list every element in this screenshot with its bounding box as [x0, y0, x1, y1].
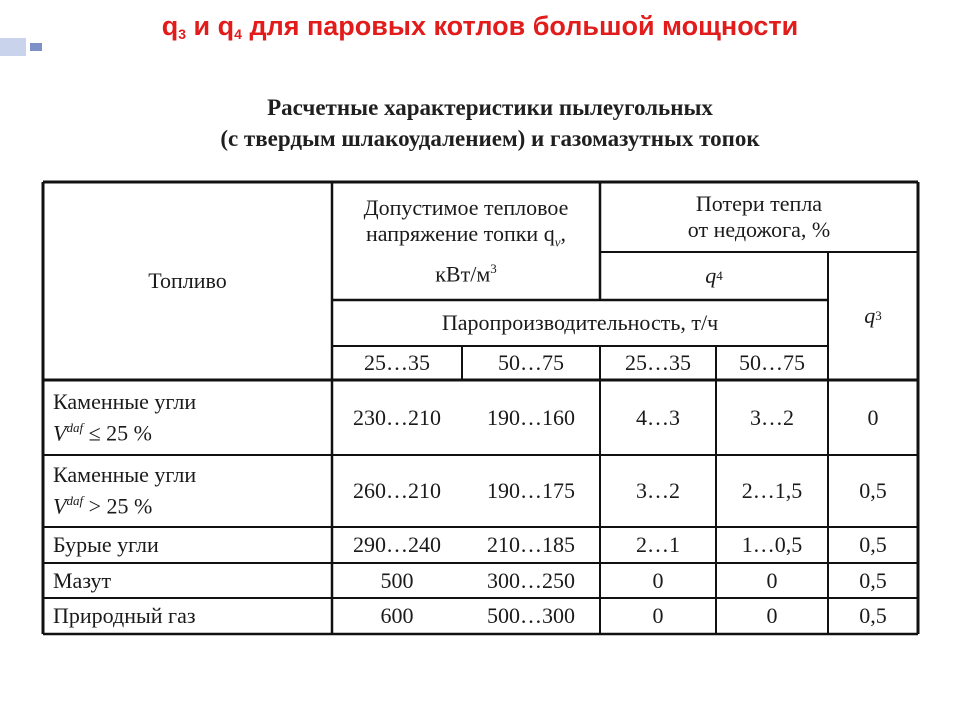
table-cell: 0,5 [859, 567, 887, 593]
table-cell: 290…240 [353, 532, 441, 557]
header-range: 25…35 [625, 350, 691, 375]
table-cell: 4…3 [636, 404, 680, 430]
table-cell: 0 [652, 603, 664, 628]
table-cell: 0 [766, 603, 778, 628]
table-row-fuel: Мазут [53, 567, 112, 593]
table-caption-line1: Расчетные характеристики пылеугольных [267, 95, 713, 120]
table-cell: 2…1,5 [741, 478, 803, 503]
header-steam-capacity: Паропроизводительность, т/ч [441, 310, 719, 335]
table-cell: 0,5 [859, 478, 887, 503]
table-cell: 0,5 [859, 532, 887, 557]
table-row-fuel: Бурые угли [53, 532, 159, 557]
table-row-fuel: Природный газ [53, 603, 196, 628]
table-cell: 3…2 [636, 478, 680, 503]
header-range: 25…35 [364, 350, 430, 375]
table-cell: 500 [380, 567, 414, 593]
table-cell: 300…250 [487, 567, 575, 593]
table-caption-line2: (с твердым шлакоудалением) и газомазутных топок [220, 126, 760, 151]
table-cell: 500…300 [487, 603, 575, 628]
header-losses: Потери тепла от недожога, % [687, 191, 831, 242]
table-cell: 2…1 [636, 532, 680, 557]
header-q3: q 3 [864, 303, 882, 328]
table-row-fuel: Каменные угли $V^{daf} \le 25$ % [53, 388, 197, 446]
table-cell: 0 [652, 567, 664, 593]
table-cell: 3…2 [750, 404, 794, 430]
table-cell: 0 [766, 567, 778, 593]
table-cell: 600 [380, 603, 414, 628]
header-range: 50…75 [498, 350, 564, 375]
table-cell: 190…160 [487, 404, 575, 430]
slide-title: $q_3$ и $q_4$ для паровых котлов большой мощности [161, 11, 799, 42]
header-q4: q 4 [705, 263, 723, 288]
table-cell: 210…185 [487, 532, 575, 557]
table-cell: 230…210 [353, 404, 441, 430]
table-cell: 0 [867, 404, 879, 430]
table-row-fuel: Каменные угли $V^{daf} > 25$ % [53, 462, 197, 519]
header-range: 50…75 [739, 350, 805, 375]
table-cell: 0,5 [859, 603, 887, 628]
header-heat-stress: Допустимое тепловое напряжение топки $q_v$, кВт/$м^3$ [363, 195, 569, 286]
table-cell: 190…175 [487, 478, 575, 503]
header-fuel: Топливо [148, 268, 227, 293]
table-cell: 1…0,5 [741, 532, 803, 557]
table-cell: 260…210 [353, 478, 441, 503]
